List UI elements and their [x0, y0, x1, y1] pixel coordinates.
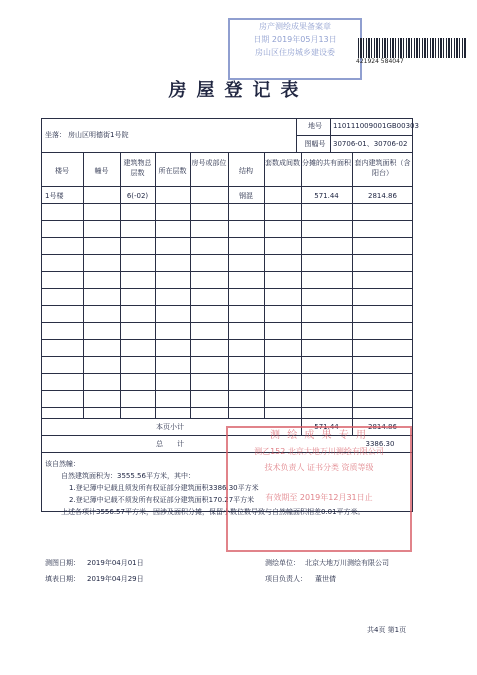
map-value: 30706-01、30706-02: [333, 140, 408, 148]
unit-value: 北京大地万川测绘有限公司: [305, 559, 389, 567]
fill-date: 2019年04月29日: [87, 575, 144, 583]
subtotal-shared-area: 571.44: [314, 423, 339, 431]
column-header-structure: 结构: [239, 167, 253, 175]
table-row-floors: 6(-02): [126, 192, 149, 200]
note-line-2: 1.登记簿中记载且须发所有权证部分建筑面积3386.30平方米: [69, 484, 259, 492]
column-header-total-floors: 建筑物总层数: [123, 159, 152, 177]
manager-value: 董世倩: [315, 575, 336, 583]
lot-label: 地号: [308, 122, 322, 130]
red-stamp-line-4: 有效期至 2019年12月31日止: [265, 493, 373, 502]
stamp-line-2: 日期 2019年05月13日: [253, 35, 337, 44]
column-header-unit: 幢号: [94, 167, 109, 175]
red-stamp-line-2: 测乙152 北京大地万川测绘有限公司: [254, 447, 384, 456]
total-label: 总 计: [156, 440, 184, 448]
unit-label: 测绘单位：: [265, 559, 300, 567]
address-value: 房山区明德街1号院: [68, 131, 129, 139]
survey-date: 2019年04月01日: [87, 559, 144, 567]
column-header-shared-area: 分摊的共有面积: [302, 159, 351, 167]
column-header-room: 房号或部位: [191, 159, 227, 167]
table-row-structure: 钢混: [239, 192, 253, 200]
column-header-sets: 套数成间数: [265, 159, 300, 167]
stamp-line-1: 房产测绘成果备案章: [259, 22, 331, 31]
fill-date-label: 填表日期：: [45, 575, 80, 583]
survey-date-label: 测图日期：: [45, 559, 80, 567]
lot-value: 110111009001GB00303: [333, 122, 419, 130]
column-header-inner-area: 套内建筑面积（含阳台）: [354, 159, 411, 177]
note-title: 该自然幢：: [45, 460, 80, 468]
column-header-building: 楼号: [55, 167, 69, 175]
page-title: 房屋登记表: [168, 80, 309, 101]
manager-label: 项目负责人：: [265, 575, 307, 583]
barcode-number: 421924 584047: [356, 58, 404, 65]
note-line-4: 上述各项计3556.57平方米，因涉及面积分摊，保留小数位数导致与自然幢面积相差0.01平方米。: [61, 508, 365, 516]
page-count: 共4页 第1页: [367, 626, 407, 634]
stamp-line-3: 房山区住房城乡建设委: [255, 48, 335, 57]
subtotal-inner-area: 2814.86: [368, 423, 397, 431]
total-value: 3386.30: [365, 440, 395, 448]
subtotal-label: 本页小计: [156, 423, 184, 431]
note-line-1: 自然建筑面积为：3555.56平方米，其中：: [61, 472, 195, 480]
red-stamp-line-3: 技术负责人 证书分类 资质等级: [264, 463, 374, 472]
filing-stamp: [228, 18, 362, 80]
table-row-shared-area: 571.44: [314, 192, 339, 200]
table-row-inner-area: 2814.86: [368, 192, 397, 200]
surveying-stamp: [226, 426, 412, 552]
table-row-building: 1号楼: [45, 192, 64, 200]
red-stamp-line-1: 测 绘 成 果 专 用: [270, 430, 368, 441]
note-line-3: 2.登记簿中记载不须发所有权证部分建筑面积170.27平方米: [69, 496, 255, 504]
map-label: 图幅号: [304, 140, 326, 148]
column-header-floor: 所在层数: [158, 167, 187, 175]
address-label: 坐落：: [45, 131, 66, 139]
barcode-icon: [358, 38, 466, 58]
